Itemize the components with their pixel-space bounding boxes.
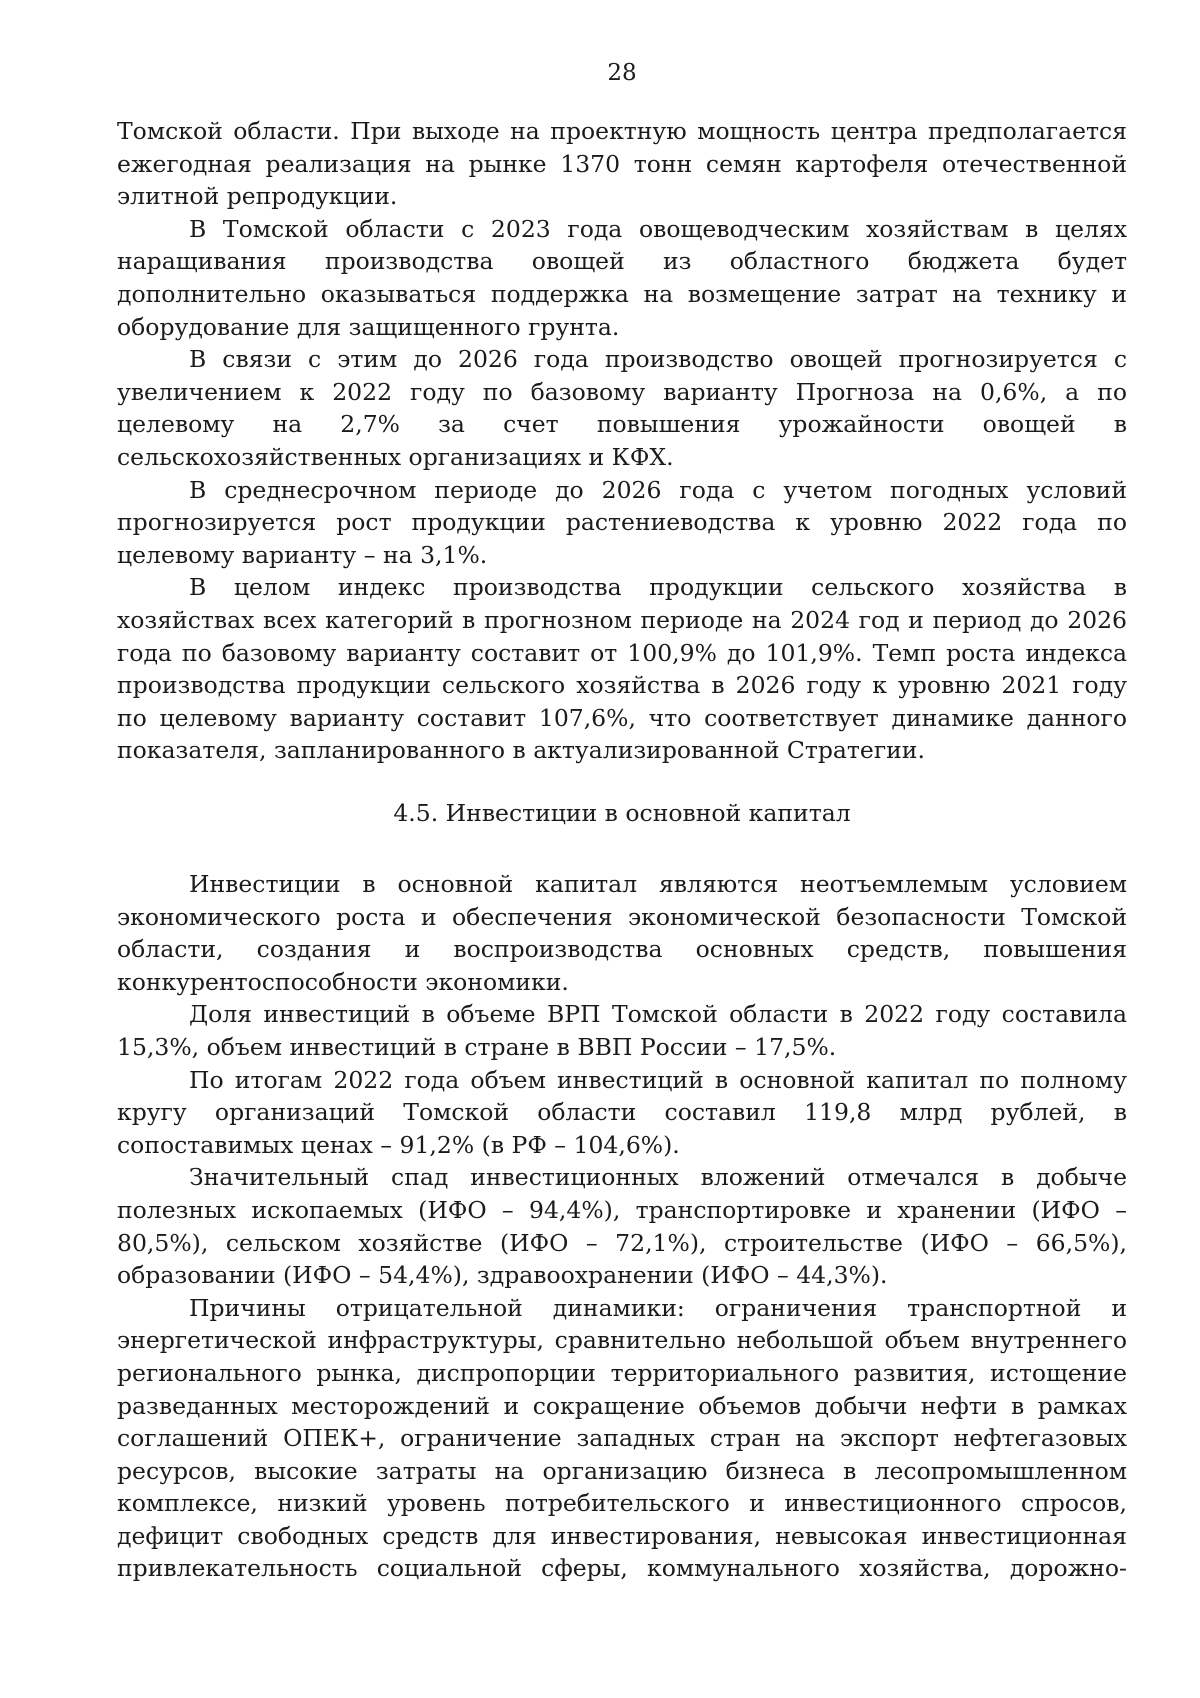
paragraph-investment-volume: По итогам 2022 года объем инвестиций в основной капитал по полному кругу организаций Томской области составил 119,8 млрд рублей, в сопоставимых ценах – 91,2% (в РФ – 104,6%). (117, 1065, 1127, 1159)
section-text-block (117, 868, 1127, 1585)
paragraph-continuation: Томской области. При выходе на проектную мощность центра предполагается ежегодная реализация на рынке 1370 тонн семян картофеля отечественной элитной репродукции. (117, 117, 1127, 211)
top-text-block (117, 115, 1127, 767)
paragraph-crop-growth: В среднесрочном периоде до 2026 года с учетом погодных условий прогнозируется рост продукции растениеводства к уровню 2022 года по целевому варианту – на 3,1%. (117, 475, 1127, 569)
paragraph-vegetable-forecast: В связи с этим до 2026 года производство овощей прогнозируется с увеличением к 2022 году по базовому варианту Прогноза на 0,6%, а по целевому на 2,7% за счет повышения урожайности овощей в сельскохозяйственных организациях и КФХ. (117, 345, 1127, 471)
paragraph-agriculture-index: В целом индекс производства продукции сельского хозяйства в хозяйствах всех категорий в прогнозном периоде на 2024 год и период до 2026 года по базовому варианту составит от 100,9% до 101,9%. Темп роста индекса производства продукции сельского хозяйства в 2026 году к уровню 2021 году по целевому варианту составит 107,6%, что соответствует динамике данного показателя, запланированного в актуализированной Стратегии. (117, 573, 1127, 765)
paragraph-investment-share: Доля инвестиций в объеме ВРП Томской области в 2022 году составила 15,3%, объем инвестиций в стране в ВВП России – 17,5%. (117, 1000, 1127, 1061)
page-number: 28 (607, 60, 637, 86)
section-heading: 4.5. Инвестиции в основной капитал (393, 799, 851, 827)
paragraph-vegetable-support: В Томской области с 2023 года овощеводческим хозяйствам в целях наращивания производства овощей из областного бюджета будет дополнительно оказываться поддержка на возмещение затрат на технику и оборудование для защищенного грунта. (117, 214, 1127, 341)
paragraph-investment-intro: Инвестиции в основной капитал являются неотъемлемым условием экономического роста и обеспечения экономической безопасности Томской области, создания и воспроизводства основных средств, повышения конкурентоспособности экономики. (117, 870, 1127, 996)
paragraph-investment-decline: Значительный спад инвестиционных вложений отмечался в добыче полезных ископаемых (ИФО – 94,4%), транспортировке и хранении (ИФО – 80,5%), сельском хозяйстве (ИФО – 72,1%), строительстве (ИФО – 66,5%), образовании (ИФО – 54,4%), здравоохранении (ИФО – 44,3%). (117, 1163, 1127, 1290)
paragraph-negative-reasons: Причины отрицательной динамики: ограничения транспортной и энергетической инфраструктуры, сравнительно небольшой объем внутреннего регионального рынка, диспропорции территориального развития, истощение разведанных месторождений и сокращение объемов добычи нефти в рамках соглашений ОПЕК+, ограничение западных стран на экспорт нефтегазовых ресурсов, высокие затраты на организацию бизнеса в лесопромышленном комплексе, низкий уровень потребительского и инвестиционного спросов, дефицит свободных средств для инвестирования, невысокая инвестиционная привлекательность социальной сферы, коммунального хозяйства, дорожно- (117, 1293, 1127, 1583)
